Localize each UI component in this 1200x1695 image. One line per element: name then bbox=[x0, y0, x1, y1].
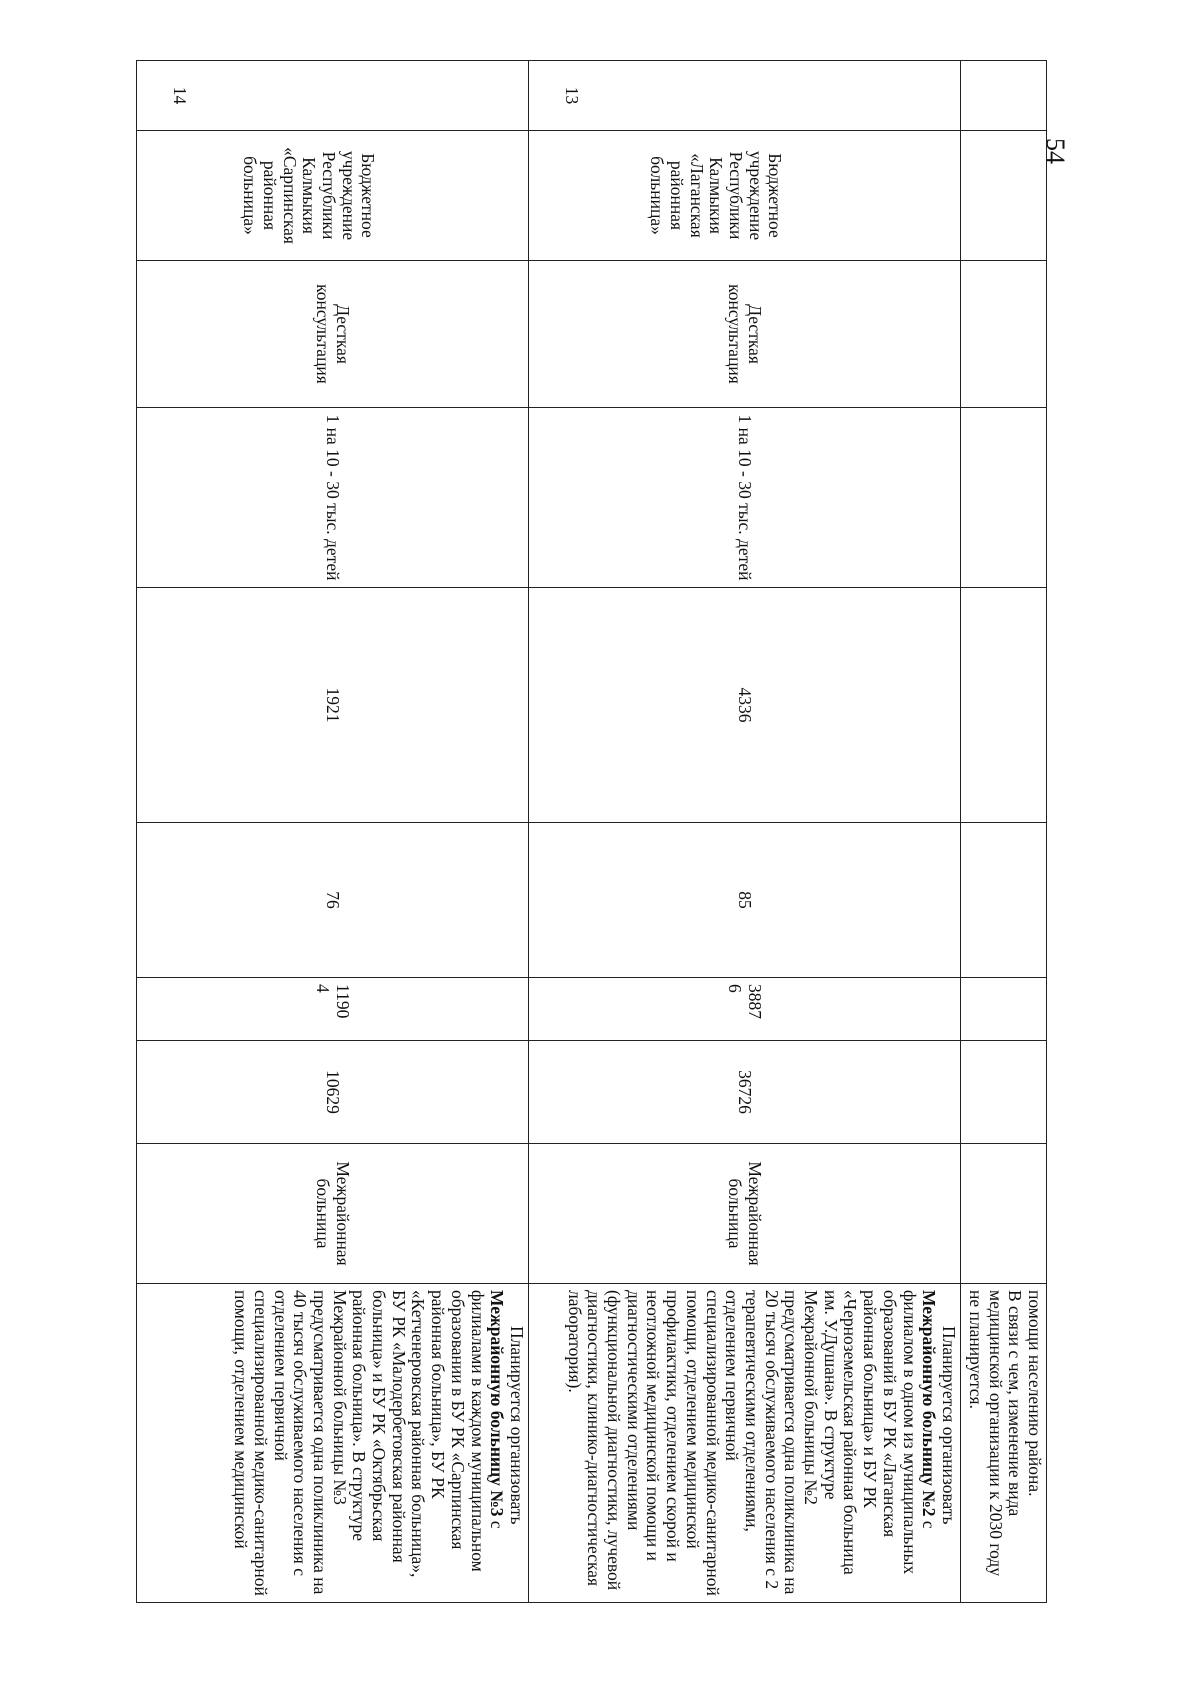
empty-cell bbox=[961, 1144, 1047, 1284]
empty-cell bbox=[961, 978, 1047, 1041]
empty-cell bbox=[961, 408, 1047, 588]
unit-name: Десткая консультация bbox=[137, 261, 529, 408]
value-2: 85 bbox=[529, 823, 961, 978]
plan-description bbox=[529, 1284, 961, 1603]
table-row bbox=[137, 61, 529, 1603]
row-number: 13 bbox=[529, 61, 961, 131]
hospital-planning-table bbox=[136, 60, 1047, 1603]
empty-cell bbox=[961, 1041, 1047, 1144]
continuation-row bbox=[961, 61, 1047, 1603]
organization-name: Бюджетное учреждение Республики Калмыкия «Сарпинская районная больница» bbox=[137, 131, 529, 261]
value-3: 1190 4 bbox=[137, 978, 529, 1041]
page-number: 54 bbox=[1041, 138, 1070, 164]
value-1: 4336 bbox=[529, 588, 961, 823]
empty-cell bbox=[961, 588, 1047, 823]
value-4: 36726 bbox=[529, 1041, 961, 1144]
norm-value: 1 на 10 - 30 тыс. детей bbox=[137, 408, 529, 588]
empty-cell bbox=[961, 823, 1047, 978]
unit-name: Десткая консультация bbox=[529, 261, 961, 408]
empty-cell bbox=[961, 261, 1047, 408]
norm-value: 1 на 10 - 30 тыс. детей bbox=[529, 408, 961, 588]
value-3: 3887 6 bbox=[529, 978, 961, 1041]
rotated-document-sheet bbox=[137, 60, 1047, 1602]
row-number: 14 bbox=[137, 61, 529, 131]
continuation-text: помощи населению района. В связи с чем, изменение вида медицинской организации к 2030 году не планируется. bbox=[961, 1284, 1047, 1603]
value-4: 10629 bbox=[137, 1041, 529, 1144]
table-row bbox=[529, 61, 961, 1603]
plan-text-rest: с филиалами в каждом муниципальном образовании в БУ РК «Сарпинская районная больница», БУ РК «Кетченеровская районная больница», БУ РК «Малодербетовская районная больница» и БУ РК «Октябрьская районная больница». В структуре Межрайонной больницы №3 предусматривается одна поликлиника на 40 тысяч обслуживаемого населения с отделением первичной специализированной медико-санитарной помощи, отделением медицинской bbox=[231, 1290, 508, 1596]
value-2: 76 bbox=[137, 823, 529, 978]
plan-text-lead: Планируется организовать bbox=[507, 1326, 527, 1525]
organization-name: Бюджетное учреждение Республики Калмыкия «Лаганская районная больница» bbox=[529, 131, 961, 261]
plan-text-lead: Планируется организовать bbox=[939, 1326, 959, 1525]
empty-cell bbox=[961, 61, 1047, 131]
plan-description bbox=[137, 1284, 529, 1603]
plan-text-rest: с филиалом в одном из муниципальных образований в БУ РК «Лаганская районная больница» и БУ РК «Черноземельская районная больница им. У.Душана». В структуре Межрайонной больницы №2 предусматривается одна поликлиника на 20 тысяч обслуживаемого населения с 2 терапевтическими отделениями, отделением первичной специализированной медико-санитарной помощи, отделением медицинской профилактики, отделением скорой и неотложной медицинской помощи и диагностическими отделениями (функциональной диагностики, лучевой диагностики, клинико-диагностическая лаборатория). bbox=[564, 1290, 940, 1596]
facility-type: Межрайонная больница bbox=[529, 1144, 961, 1284]
value-1: 1921 bbox=[137, 588, 529, 823]
plan-text-bold: Межрайонную больницу №3 bbox=[487, 1290, 508, 1517]
plan-text-bold: Межрайонную больницу №2 bbox=[919, 1290, 940, 1517]
facility-type: Межрайонная больница bbox=[137, 1144, 529, 1284]
